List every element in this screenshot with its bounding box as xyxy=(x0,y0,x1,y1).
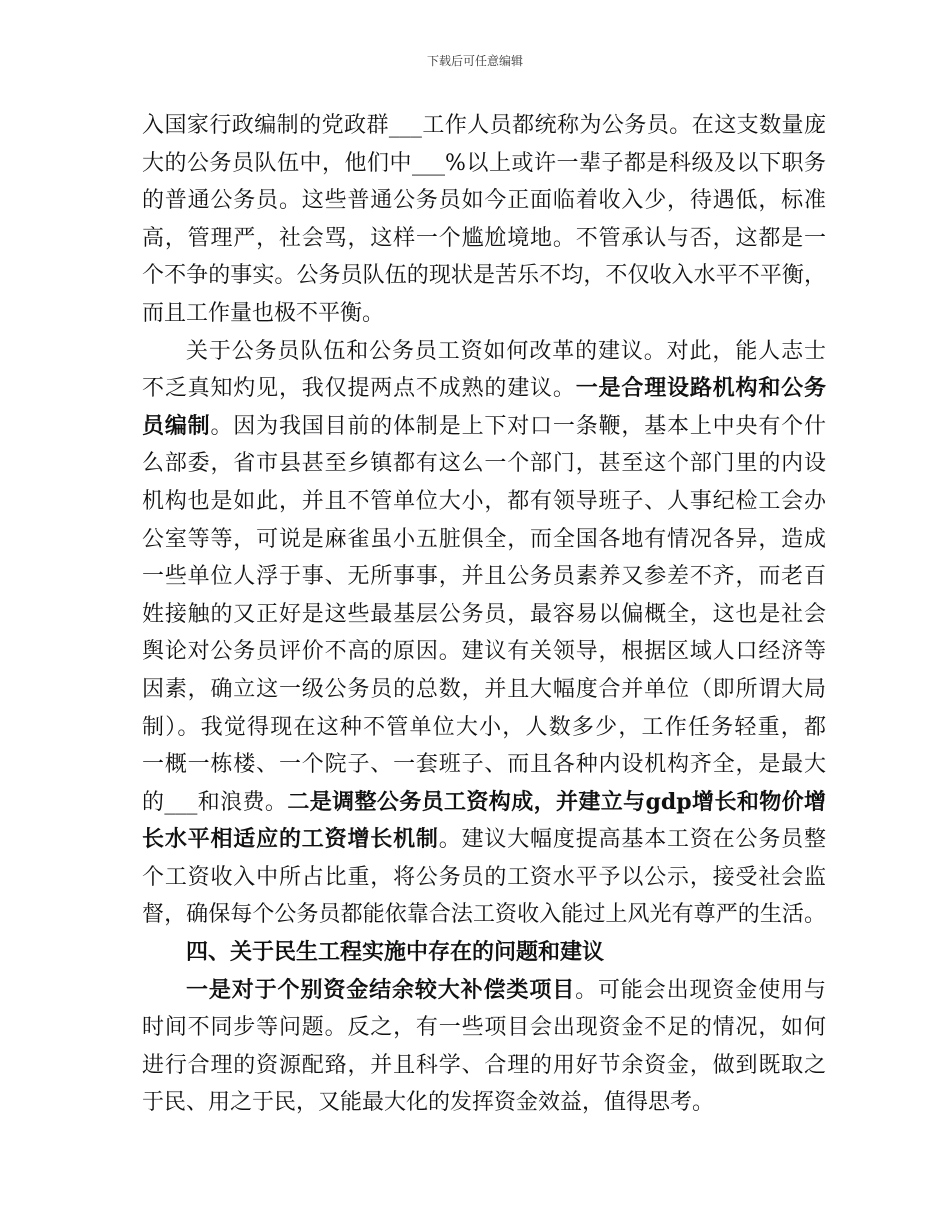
bold-text-segment: 员编制 xyxy=(142,412,211,439)
text-segment: 因素，确立这一级公务员的总数，并且大幅度合并单位（即所谓大局 xyxy=(142,676,826,702)
text-segment: 制）。我觉得现在这种不管单位大小，人数多少，工作任务轻重，都 xyxy=(142,714,826,740)
text-line xyxy=(142,1084,826,1122)
text-segment: 督，确保每个公务员都能依靠合法工资收入能过上风光有尊严的生活。 xyxy=(142,902,826,928)
text-line xyxy=(142,821,826,859)
text-segment: 的普通公务员。这些普通公务员如今正面临着收入少，待遇低，标准 xyxy=(142,188,826,214)
text-segment: 的___和浪费。 xyxy=(142,789,288,815)
text-line xyxy=(142,633,826,671)
text-segment: 关于公务员队伍和公务员工资如何改革的建议。对此，能人志士 xyxy=(186,338,826,364)
text-line xyxy=(142,370,826,408)
text-line xyxy=(142,521,826,559)
text-line xyxy=(142,295,826,333)
text-line xyxy=(142,859,826,897)
text-line xyxy=(142,709,826,747)
text-segment: 舆论对公务员评价不高的原因。建议有关领导，根据区域人口经济等 xyxy=(142,639,826,665)
text-segment: 不乏真知灼见，我仅提两点不成熟的建议。 xyxy=(142,376,576,402)
text-segment: 姓接触的又正好是这些最基层公务员，最容易以偏概全，这也是社会 xyxy=(142,601,826,627)
text-segment: 高，管理严，社会骂，这样一个尴尬境地。不管承认与否，这都是一 xyxy=(142,225,826,251)
text-segment: 进行合理的资源配臵，并且科学、合理的用好节余资金，做到既取之 xyxy=(142,1052,826,1078)
text-segment: 。因为我国目前的体制是上下对口一条鞭，基本上中央有个什 xyxy=(210,413,826,439)
document-body xyxy=(142,107,826,1122)
text-line xyxy=(142,934,826,972)
bold-text-segment: 四、关于民生工程实施中存在的问题和建议 xyxy=(186,939,605,966)
text-segment: 一概一栋楼、一个院子、一套班子、而且各种内设机构齐全，是最大 xyxy=(142,752,826,778)
text-line xyxy=(142,896,826,934)
text-segment: 个工资收入中所占比重，将公务员的工资水平予以公示，接受社会监 xyxy=(142,864,826,890)
text-line xyxy=(142,483,826,521)
text-line xyxy=(142,784,826,822)
text-line xyxy=(142,333,826,371)
text-line xyxy=(142,182,826,220)
text-line xyxy=(142,671,826,709)
text-segment: 于民、用之于民，又能最大化的发挥资金效益，值得思考。 xyxy=(142,1090,715,1116)
text-segment: 公室等等，可说是麻雀虽小五脏俱全，而全国各地有情况各异，造成 xyxy=(142,526,826,552)
text-segment: 大的公务员队伍中，他们中___%以上或许一辈子都是科级及以下职务 xyxy=(142,150,826,176)
text-line xyxy=(142,408,826,446)
text-line xyxy=(142,1047,826,1085)
text-segment: 么部委，省市县甚至乡镇都有这么一个部门，甚至这个部门里的内设 xyxy=(142,451,826,477)
text-segment: 。建议大幅度提高基本工资在公务员整 xyxy=(438,827,826,853)
bold-text-segment: 一是对于个别资金结余较大补偿类项目 xyxy=(186,976,576,1003)
text-line xyxy=(142,257,826,295)
text-line xyxy=(142,145,826,183)
text-segment: 而且工作量也极不平衡。 xyxy=(142,300,385,326)
text-line xyxy=(142,107,826,145)
text-segment: 。可能会出现资金使用与 xyxy=(575,977,826,1003)
bold-text-segment: 长水平相适应的工资增长机制 xyxy=(142,826,439,853)
text-line xyxy=(142,1009,826,1047)
text-line xyxy=(142,972,826,1010)
text-segment: 个不争的事实。公务员队伍的现状是苦乐不均，不仅收入水平不平衡， xyxy=(142,263,826,289)
bold-text-segment: 二是调整公务员工资构成，并建立与gdp增长和物价增 xyxy=(287,788,826,815)
text-segment: 入国家行政编制的党政群___工作人员都统称为公务员。在这支数量庞 xyxy=(142,113,826,138)
text-line xyxy=(142,220,826,258)
page-header: 下载后可任意编辑 xyxy=(426,54,523,68)
text-line xyxy=(142,746,826,784)
text-line xyxy=(142,558,826,596)
text-line xyxy=(142,445,826,483)
text-line xyxy=(142,596,826,634)
text-segment: 机构也是如此，并且不管单位大小，都有领导班子、人事纪检工会办 xyxy=(142,488,826,514)
text-segment: 一些单位人浮于事、无所事事，并且公务员素养又参差不齐，而老百 xyxy=(142,564,826,590)
text-segment: 时间不同步等问题。反之，有一些项目会出现资金不足的情况，如何 xyxy=(142,1015,826,1041)
bold-text-segment: 一是合理设路机构和公务 xyxy=(575,375,826,402)
